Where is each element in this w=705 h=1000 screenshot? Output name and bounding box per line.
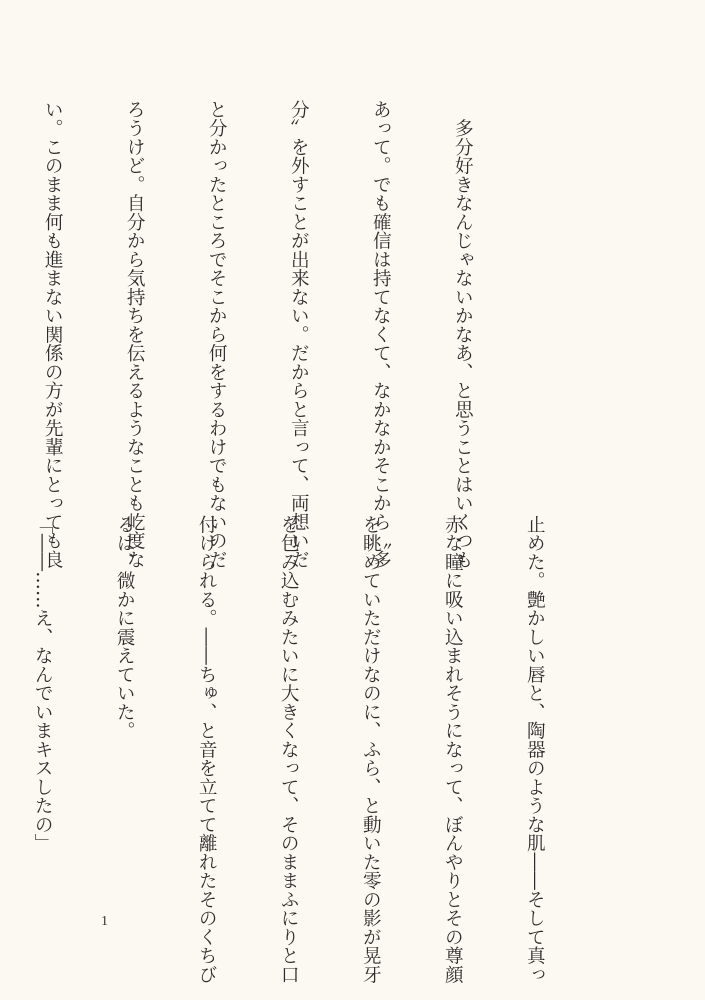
text-line: 赤な瞳に吸い込まれそうになって、ぼんやりとその尊顔 [442,515,464,984]
text-line: 多分好きなんじゃないかなあ、と思うことはいくつも [452,100,474,569]
text-line: を眺めていただけなのに、ふら、と動いた零の影が晃牙 [360,515,382,984]
text-line: と分かったところでそこから何をするわけでもないのだ [206,100,228,569]
text-line: ろうけど。自分から気持ちを伝えるようなことも屹度な [124,100,146,569]
text-line: あって。でも確信は持てなくて、なかなかそこから〝多 [370,100,392,569]
text-line: 止めた。艶かしい唇と、陶器のような肌――そして真っ [524,515,546,984]
text-line: 付けられる。――ちゅ、と音を立てて離れたそのくちび [196,515,218,984]
text-block-top [0,100,531,569]
text-line: い。このまま何も進まない関係の方が先輩にとっても良 [42,100,64,569]
dialogue-line: 「――……え、なんでいまキスしたの」 [32,515,54,853]
text-line: を包み込むみたいに大きくなって、そのままふにりと口 [278,515,300,984]
text-block-bottom [0,515,603,984]
page-number: 1 [101,914,108,929]
text-line: 分〟を外すことが出来ない。だからと言って、両想いだ [288,100,310,569]
text-line: るは、微かに震えていた。 [114,515,136,740]
